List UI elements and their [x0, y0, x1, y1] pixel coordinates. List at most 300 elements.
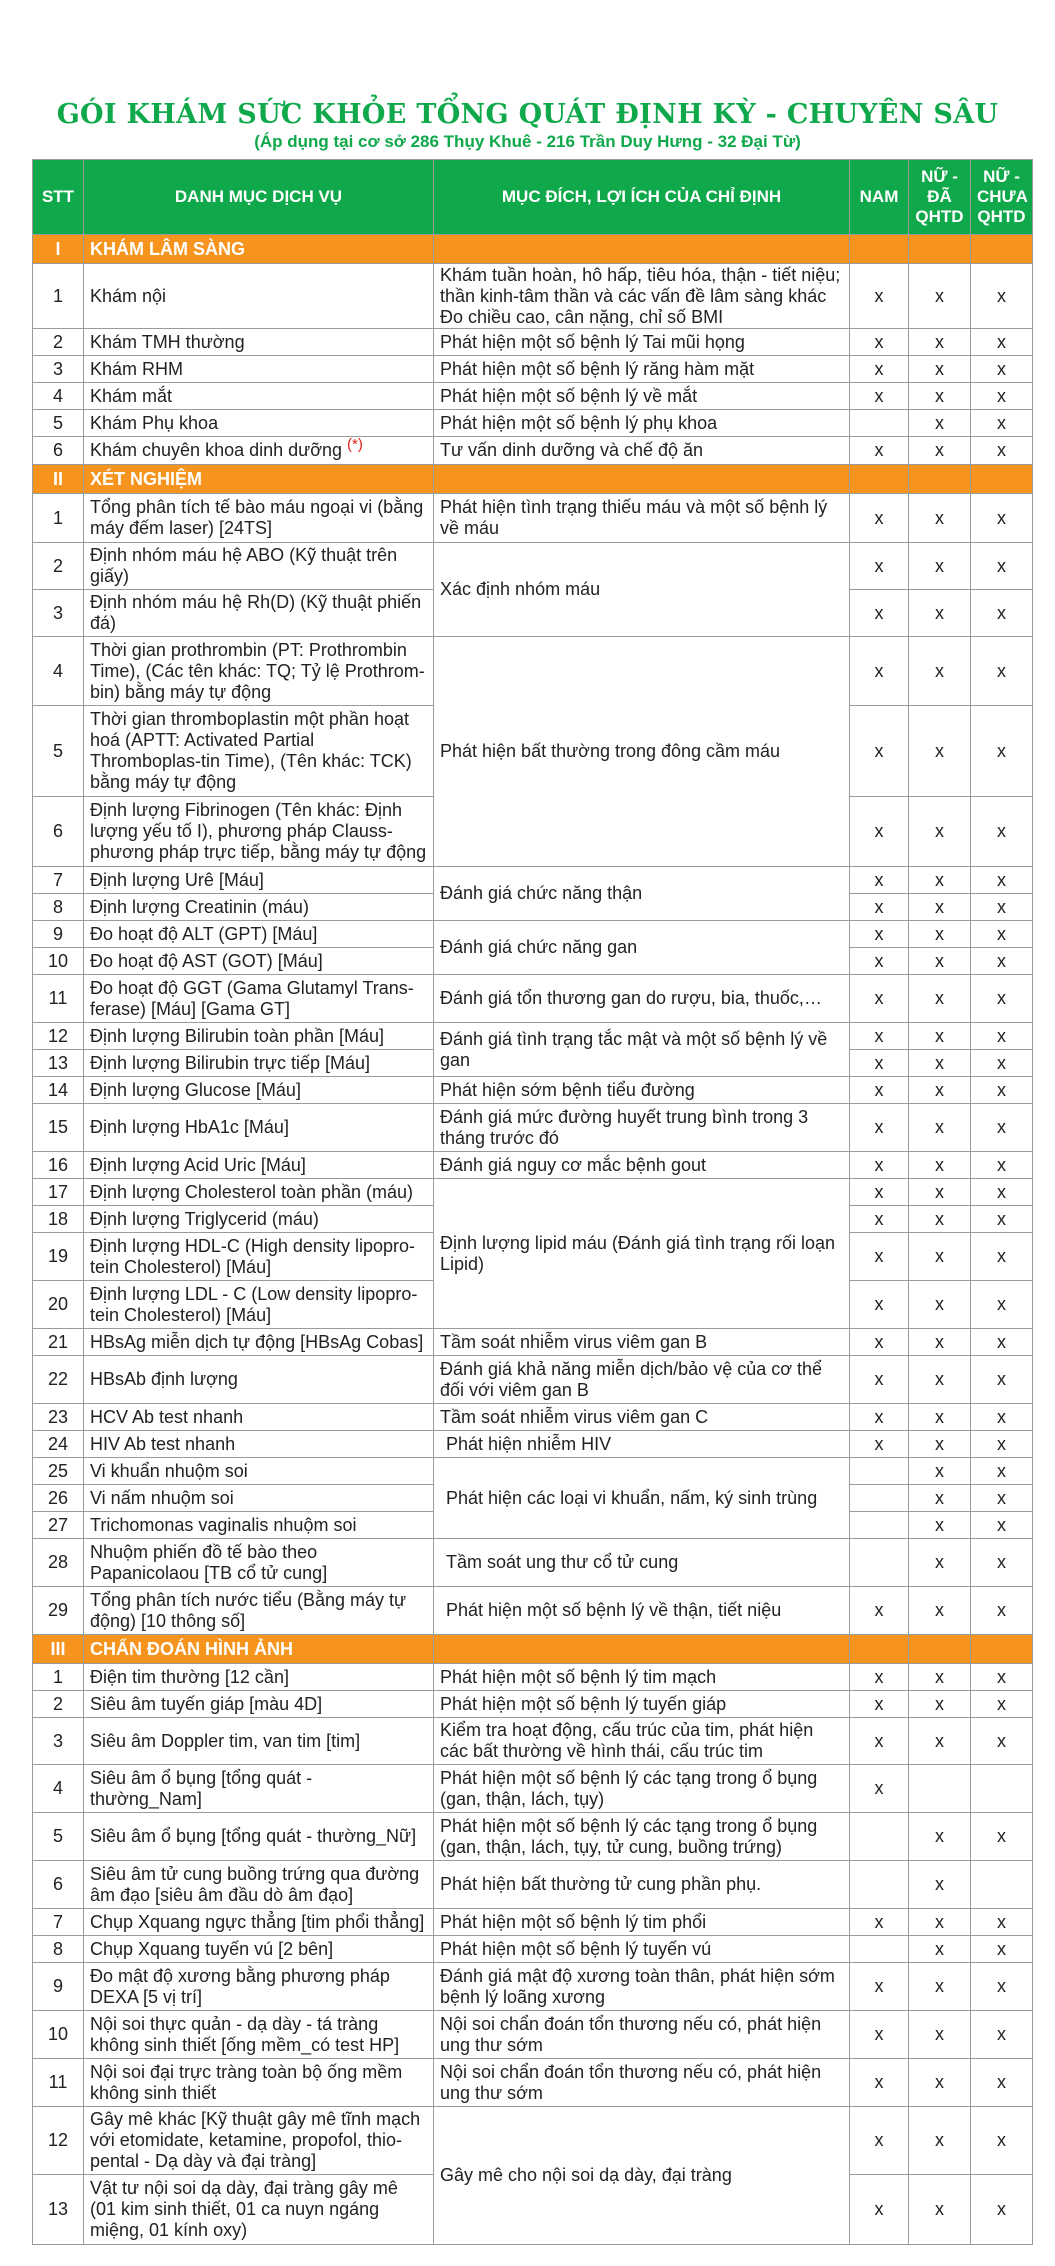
- row-purpose: Đánh giá tình trạng tắc mật và một số bệnh lý về gan: [434, 1023, 850, 1077]
- row-purpose: Phát hiện một số bệnh lý về thận, tiết niệu: [434, 1587, 850, 1635]
- row-stt: 25: [33, 1458, 84, 1485]
- row-stt: 13: [33, 1050, 84, 1077]
- row-stt: 13: [33, 2175, 84, 2245]
- row-service: HBsAg miễn dịch tự động [HBsAg Cobas]: [84, 1329, 434, 1356]
- mark-nu-chua: [971, 1861, 1033, 1909]
- mark-nu-da: [909, 1765, 971, 1813]
- row-stt: 6: [33, 1861, 84, 1909]
- row-purpose: Đánh giá mức đường huyết trung bình trong 3 tháng trước đó: [434, 1104, 850, 1152]
- row-purpose: Khám tuần hoàn, hô hấp, tiêu hóa, thận - tiết niệu; thần kinh-tâm thần và các vấn đề lâm sàng khác Đo chiều cao, cân nặng, chỉ số BMI: [434, 264, 850, 329]
- mark-nu-da: x: [909, 921, 971, 948]
- mark-nu-chua: x: [971, 1813, 1033, 1861]
- mark-nu-chua: x: [971, 867, 1033, 894]
- table-row: [33, 1765, 1033, 1813]
- mark-nu-chua: x: [971, 383, 1033, 410]
- mark-nu-chua: x: [971, 329, 1033, 356]
- mark-nu-chua: x: [971, 1329, 1033, 1356]
- table-row: [33, 1963, 1033, 2011]
- mark-nam: x: [850, 543, 909, 590]
- mark-nu-da: x: [909, 894, 971, 921]
- row-service: Định lượng HbA1c [Máu]: [84, 1104, 434, 1152]
- mark-nam: x: [850, 1909, 909, 1936]
- table-row: [33, 1691, 1033, 1718]
- mark-nu-chua: x: [971, 437, 1033, 465]
- table-row: [33, 329, 1033, 356]
- mark-nam: [850, 1813, 909, 1861]
- mark-nam: x: [850, 894, 909, 921]
- row-stt: 11: [33, 2059, 84, 2107]
- mark-nu-chua: x: [971, 1539, 1033, 1587]
- mark-nam: x: [850, 1356, 909, 1404]
- mark-nam: x: [850, 437, 909, 465]
- mark-nu-chua: x: [971, 894, 1033, 921]
- mark-nu-chua: x: [971, 1431, 1033, 1458]
- mark-nu-da: x: [909, 797, 971, 867]
- mark-nam: x: [850, 1963, 909, 2011]
- row-service: Khám TMH thường: [84, 329, 434, 356]
- row-stt: 14: [33, 1077, 84, 1104]
- mark-nu-da: x: [909, 1356, 971, 1404]
- table-row: [33, 383, 1033, 410]
- mark-nu-da: x: [909, 1077, 971, 1104]
- table-row: [33, 1718, 1033, 1765]
- row-purpose: Phát hiện sớm bệnh tiểu đường: [434, 1077, 850, 1104]
- mark-nam: x: [850, 1206, 909, 1233]
- row-service: Gây mê khác [Kỹ thuật gây mê tĩnh mạch với etomidate, ketamine, propofol, thio-pental - Dạ dày và đại tràng]: [84, 2107, 434, 2175]
- mark-nu-da: x: [909, 410, 971, 437]
- mark-nu-chua: x: [971, 1104, 1033, 1152]
- page-title: GÓI KHÁM SỨC KHỎE TỔNG QUÁT ĐỊNH KỲ - CHUYÊN SÂU: [56, 99, 999, 130]
- mark-nu-da: x: [909, 2107, 971, 2175]
- mark-nu-da: x: [909, 1404, 971, 1431]
- row-stt: 24: [33, 1431, 84, 1458]
- mark-nu-chua: x: [971, 543, 1033, 590]
- mark-nu-chua: x: [971, 1909, 1033, 1936]
- mark-nam: [850, 1539, 909, 1587]
- row-stt: 2: [33, 329, 84, 356]
- row-service: Vi khuẩn nhuộm soi: [84, 1458, 434, 1485]
- mark-nam: [850, 1485, 909, 1512]
- row-stt: 6: [33, 437, 84, 465]
- mark-nu-chua: x: [971, 1936, 1033, 1963]
- row-service: Chụp Xquang tuyến vú [2 bên]: [84, 1936, 434, 1963]
- table-row: [33, 1587, 1033, 1635]
- row-service: Định nhóm máu hệ ABO (Kỹ thuật trên giấy): [84, 543, 434, 590]
- row-service-text: Khám chuyên khoa dinh dưỡng: [90, 440, 343, 460]
- mark-nam: x: [850, 1281, 909, 1329]
- mark-nam: [850, 1936, 909, 1963]
- mark-nu-chua: x: [971, 1485, 1033, 1512]
- table-row: [33, 1936, 1033, 1963]
- row-service: Vi nấm nhuộm soi: [84, 1485, 434, 1512]
- row-service: Siêu âm tử cung buồng trứng qua đường âm đạo [siêu âm đầu dò âm đạo]: [84, 1861, 434, 1909]
- mark-nu-chua: x: [971, 797, 1033, 867]
- mark-nu-chua: x: [971, 1050, 1033, 1077]
- row-purpose: Đánh giá tổn thương gan do rượu, bia, thuốc,…: [434, 975, 850, 1023]
- mark-nu-da: x: [909, 383, 971, 410]
- mark-nu-chua: x: [971, 410, 1033, 437]
- row-purpose: Phát hiện một số bệnh lý phụ khoa: [434, 410, 850, 437]
- mark-nam: x: [850, 1152, 909, 1179]
- mark-nu-da: x: [909, 1664, 971, 1691]
- table-row: [33, 264, 1033, 329]
- row-purpose: Đánh giá khả năng miễn dịch/bảo vệ của cơ thể đối với viêm gan B: [434, 1356, 850, 1404]
- mark-nu-da: x: [909, 1023, 971, 1050]
- row-purpose: Nội soi chẩn đoán tổn thương nếu có, phát hiện ung thư sớm: [434, 2011, 850, 2059]
- mark-nam: x: [850, 975, 909, 1023]
- table-row: [33, 1431, 1033, 1458]
- mark-nu-da: x: [909, 1861, 971, 1909]
- mark-nam: x: [850, 921, 909, 948]
- row-service: Nhuộm phiến đồ tế bào theo Papanicolaou [TB cổ tử cung]: [84, 1539, 434, 1587]
- mark-nu-da: x: [909, 2059, 971, 2107]
- row-service: Tổng phân tích nước tiểu (Bằng máy tự động) [10 thông số]: [84, 1587, 434, 1635]
- mark-nam: x: [850, 1023, 909, 1050]
- table-row: [33, 637, 1033, 706]
- row-stt: 1: [33, 1664, 84, 1691]
- header-nam: NAM: [850, 160, 909, 235]
- mark-nu-chua: x: [971, 921, 1033, 948]
- table-row: [33, 975, 1033, 1023]
- table-row: [33, 2011, 1033, 2059]
- table-row: [33, 1023, 1033, 1050]
- mark-nu-chua: x: [971, 1691, 1033, 1718]
- mark-nu-chua: x: [971, 590, 1033, 637]
- mark-nu-da: x: [909, 1152, 971, 1179]
- mark-nam: x: [850, 329, 909, 356]
- row-purpose: Đánh giá nguy cơ mắc bệnh gout: [434, 1152, 850, 1179]
- row-purpose: Phát hiện bất thường trong đông cầm máu: [434, 637, 850, 867]
- mark-nam: [850, 1458, 909, 1485]
- row-service: HCV Ab test nhanh: [84, 1404, 434, 1431]
- table-row: [33, 1539, 1033, 1587]
- mark-nam: x: [850, 1233, 909, 1281]
- mark-nam: x: [850, 706, 909, 797]
- mark-nu-da: x: [909, 1587, 971, 1635]
- section-name: KHÁM LÂM SÀNG: [84, 235, 434, 264]
- section-row: [33, 235, 1033, 264]
- mark-nam: x: [850, 1718, 909, 1765]
- row-service: Đo hoạt độ GGT (Gama Glutamyl Trans-ferase) [Máu] [Gama GT]: [84, 975, 434, 1023]
- row-purpose: Gây mê cho nội soi dạ dày, đại tràng: [434, 2107, 850, 2245]
- table-row: [33, 2059, 1033, 2107]
- table-row: [33, 1356, 1033, 1404]
- row-service: HBsAb định lượng: [84, 1356, 434, 1404]
- row-purpose: Phát hiện một số bệnh lý tuyến vú: [434, 1936, 850, 1963]
- section-name: XÉT NGHIỆM: [84, 465, 434, 494]
- row-service: Định lượng Bilirubin trực tiếp [Máu]: [84, 1050, 434, 1077]
- mark-nu-da: x: [909, 1691, 971, 1718]
- table-row: [33, 1152, 1033, 1179]
- table-row: [33, 1404, 1033, 1431]
- row-stt: 12: [33, 1023, 84, 1050]
- mark-nu-chua: x: [971, 1206, 1033, 1233]
- mark-nam: x: [850, 637, 909, 706]
- mark-nam: x: [850, 2059, 909, 2107]
- row-service: Định nhóm máu hệ Rh(D) (Kỹ thuật phiến đá): [84, 590, 434, 637]
- row-stt: 26: [33, 1485, 84, 1512]
- header-service: DANH MỤC DỊCH VỤ: [84, 160, 434, 235]
- mark-nu-da: x: [909, 1936, 971, 1963]
- row-service: Định lượng LDL - C (Low density lipopro-tein Cholesterol) [Máu]: [84, 1281, 434, 1329]
- mark-nu-da: x: [909, 706, 971, 797]
- row-stt: 21: [33, 1329, 84, 1356]
- mark-nu-chua: x: [971, 494, 1033, 543]
- row-stt: 28: [33, 1539, 84, 1587]
- table-row: [33, 543, 1033, 590]
- row-purpose: Đánh giá chức năng thận: [434, 867, 850, 921]
- table-row: [33, 1458, 1033, 1485]
- section-row: [33, 465, 1033, 494]
- row-service: Định lượng Bilirubin toàn phần [Máu]: [84, 1023, 434, 1050]
- table-row: [33, 494, 1033, 543]
- mark-nu-chua: x: [971, 1077, 1033, 1104]
- row-stt: 20: [33, 1281, 84, 1329]
- mark-nu-da: x: [909, 1909, 971, 1936]
- table-row: [33, 1329, 1033, 1356]
- mark-nu-chua: x: [971, 1152, 1033, 1179]
- row-stt: 9: [33, 921, 84, 948]
- mark-nu-chua: x: [971, 1404, 1033, 1431]
- row-service: Định lượng Cholesterol toàn phần (máu): [84, 1179, 434, 1206]
- row-service: Khám Phụ khoa: [84, 410, 434, 437]
- mark-nu-da: x: [909, 975, 971, 1023]
- row-stt: 4: [33, 637, 84, 706]
- header-stt: STT: [33, 160, 84, 235]
- table-row: [33, 1077, 1033, 1104]
- mark-nu-chua: x: [971, 2011, 1033, 2059]
- row-service: Tổng phân tích tế bào máu ngoại vi (bằng máy đếm laser) [24TS]: [84, 494, 434, 543]
- row-service: Định lượng Triglycerid (máu): [84, 1206, 434, 1233]
- mark-nu-da: x: [909, 1179, 971, 1206]
- mark-nam: x: [850, 948, 909, 975]
- row-purpose: Xác định nhóm máu: [434, 543, 850, 637]
- row-purpose: Phát hiện một số bệnh lý Tai mũi họng: [434, 329, 850, 356]
- row-stt: 2: [33, 543, 84, 590]
- mark-nam: x: [850, 356, 909, 383]
- mark-nu-da: x: [909, 590, 971, 637]
- mark-nu-da: x: [909, 543, 971, 590]
- page-subtitle: (Áp dụng tại cơ sở 286 Thụy Khuê - 216 Trần Duy Hưng - 32 Đại Từ): [254, 132, 801, 151]
- row-purpose: Tầm soát nhiễm virus viêm gan B: [434, 1329, 850, 1356]
- row-purpose: Phát hiện các loại vi khuẩn, nấm, ký sinh trùng: [434, 1458, 850, 1539]
- row-purpose: Phát hiện bất thường tử cung phần phụ.: [434, 1861, 850, 1909]
- row-stt: 10: [33, 948, 84, 975]
- mark-nam: [850, 1861, 909, 1909]
- row-stt: 27: [33, 1512, 84, 1539]
- row-stt: 17: [33, 1179, 84, 1206]
- row-service: HIV Ab test nhanh: [84, 1431, 434, 1458]
- row-purpose: Phát hiện tình trạng thiếu máu và một số bệnh lý về máu: [434, 494, 850, 543]
- row-purpose: Định lượng lipid máu (Đánh giá tình trạng rối loạn Lipid): [434, 1179, 850, 1329]
- row-stt: 11: [33, 975, 84, 1023]
- row-service: Định lượng Glucose [Máu]: [84, 1077, 434, 1104]
- row-service: Đo hoạt độ ALT (GPT) [Máu]: [84, 921, 434, 948]
- mark-nu-da: x: [909, 494, 971, 543]
- mark-nam: x: [850, 1765, 909, 1813]
- row-stt: 8: [33, 894, 84, 921]
- row-purpose: Phát hiện một số bệnh lý tim phổi: [434, 1909, 850, 1936]
- header-nu-chua: NỮ - CHƯA QHTD: [971, 160, 1033, 235]
- table-row: [33, 921, 1033, 948]
- mark-nu-chua: x: [971, 1512, 1033, 1539]
- section-number: II: [33, 465, 84, 494]
- row-stt: 22: [33, 1356, 84, 1404]
- row-stt: 7: [33, 1909, 84, 1936]
- section-number: I: [33, 235, 84, 264]
- mark-nam: x: [850, 1431, 909, 1458]
- row-purpose: Phát hiện một số bệnh lý các tạng trong ổ bụng (gan, thận, lách, tụy): [434, 1765, 850, 1813]
- row-service: Định lượng Acid Uric [Máu]: [84, 1152, 434, 1179]
- mark-nu-da: x: [909, 329, 971, 356]
- section-name: CHẨN ĐOÁN HÌNH ẢNH: [84, 1635, 434, 1664]
- mark-nu-da: x: [909, 1206, 971, 1233]
- table-row: [33, 867, 1033, 894]
- mark-nam: x: [850, 264, 909, 329]
- row-service: Khám mắt: [84, 383, 434, 410]
- mark-nam: x: [850, 797, 909, 867]
- mark-nam: [850, 410, 909, 437]
- section-number: III: [33, 1635, 84, 1664]
- mark-nu-chua: x: [971, 1664, 1033, 1691]
- mark-nu-da: x: [909, 1485, 971, 1512]
- mark-nam: x: [850, 1179, 909, 1206]
- row-service: Định lượng Urê [Máu]: [84, 867, 434, 894]
- mark-nu-chua: x: [971, 1458, 1033, 1485]
- mark-nu-da: x: [909, 1104, 971, 1152]
- header-nu-da: NỮ - ĐÃ QHTD: [909, 160, 971, 235]
- row-service: Siêu âm tuyến giáp [màu 4D]: [84, 1691, 434, 1718]
- mark-nu-chua: x: [971, 1356, 1033, 1404]
- row-stt: 2: [33, 1691, 84, 1718]
- row-stt: 1: [33, 494, 84, 543]
- row-stt: 3: [33, 590, 84, 637]
- table-row: [33, 1909, 1033, 1936]
- service-table: [32, 159, 1033, 2245]
- row-stt: 3: [33, 356, 84, 383]
- table-row: [33, 1861, 1033, 1909]
- row-stt: 29: [33, 1587, 84, 1635]
- row-stt: 1: [33, 264, 84, 329]
- mark-nam: x: [850, 1587, 909, 1635]
- mark-nam: x: [850, 1104, 909, 1152]
- mark-nu-chua: x: [971, 1587, 1033, 1635]
- table-header: [33, 160, 1033, 235]
- row-stt: 12: [33, 2107, 84, 2175]
- row-stt: 5: [33, 1813, 84, 1861]
- header-purpose: MỤC ĐÍCH, LỢI ÍCH CỦA CHỈ ĐỊNH: [434, 160, 850, 235]
- mark-nu-chua: x: [971, 2059, 1033, 2107]
- mark-nu-chua: [971, 1765, 1033, 1813]
- mark-nu-chua: x: [971, 1023, 1033, 1050]
- row-purpose: Phát hiện một số bệnh lý tuyến giáp: [434, 1691, 850, 1718]
- row-stt: 4: [33, 1765, 84, 1813]
- mark-nu-da: x: [909, 1458, 971, 1485]
- row-service: [84, 437, 434, 465]
- footnote-mark: (*): [347, 436, 363, 453]
- section-row: [33, 1635, 1033, 1664]
- table-row: [33, 1104, 1033, 1152]
- row-stt: 23: [33, 1404, 84, 1431]
- mark-nu-da: x: [909, 437, 971, 465]
- row-service: Định lượng Fibrinogen (Tên khác: Định lượng yếu tố I), phương pháp Clauss-phương pháp trực tiếp, bằng máy tự động: [84, 797, 434, 867]
- mark-nam: x: [850, 1077, 909, 1104]
- row-service: Thời gian thromboplastin một phần hoạt hoá (APTT: Activated Partial Thromboplas-tin Time), (Tên khác: TCK) bằng máy tự động: [84, 706, 434, 797]
- row-service: Khám nội: [84, 264, 434, 329]
- row-service: Siêu âm ổ bụng [tổng quát - thường_Nam]: [84, 1765, 434, 1813]
- table-row: [33, 1664, 1033, 1691]
- mark-nam: x: [850, 1404, 909, 1431]
- mark-nu-da: x: [909, 264, 971, 329]
- row-purpose: Nội soi chẩn đoán tổn thương nếu có, phát hiện ung thư sớm: [434, 2059, 850, 2107]
- mark-nu-chua: x: [971, 1233, 1033, 1281]
- mark-nu-chua: x: [971, 356, 1033, 383]
- row-service: Chụp Xquang ngực thẳng [tim phổi thẳng]: [84, 1909, 434, 1936]
- row-service: Đo mật độ xương bằng phương pháp DEXA [5 vị trí]: [84, 1963, 434, 2011]
- mark-nu-chua: x: [971, 1718, 1033, 1765]
- mark-nu-da: x: [909, 1813, 971, 1861]
- mark-nu-chua: x: [971, 1281, 1033, 1329]
- mark-nu-da: x: [909, 1281, 971, 1329]
- mark-nu-chua: x: [971, 2107, 1033, 2175]
- table-row: [33, 1813, 1033, 1861]
- mark-nam: x: [850, 1050, 909, 1077]
- row-purpose: Phát hiện một số bệnh lý tim mạch: [434, 1664, 850, 1691]
- row-stt: 16: [33, 1152, 84, 1179]
- table-row: [33, 356, 1033, 383]
- mark-nam: x: [850, 383, 909, 410]
- mark-nu-da: x: [909, 1963, 971, 2011]
- title-block: [0, 98, 1055, 152]
- row-purpose: Phát hiện một số bệnh lý răng hàm mặt: [434, 356, 850, 383]
- mark-nam: x: [850, 1664, 909, 1691]
- row-purpose: Tư vấn dinh dưỡng và chế độ ăn: [434, 437, 850, 465]
- mark-nu-da: x: [909, 2175, 971, 2245]
- mark-nu-da: x: [909, 356, 971, 383]
- table-row: [33, 1179, 1033, 1206]
- mark-nu-chua: x: [971, 1963, 1033, 2011]
- mark-nu-chua: x: [971, 706, 1033, 797]
- mark-nu-chua: x: [971, 637, 1033, 706]
- row-service: Định lượng Creatinin (máu): [84, 894, 434, 921]
- mark-nu-da: x: [909, 867, 971, 894]
- row-purpose: Phát hiện một số bệnh lý các tạng trong ổ bụng (gan, thận, lách, tụy, tử cung, buồng trứng): [434, 1813, 850, 1861]
- table-row: [33, 410, 1033, 437]
- row-stt: 19: [33, 1233, 84, 1281]
- mark-nu-da: x: [909, 637, 971, 706]
- row-purpose: Đánh giá chức năng gan: [434, 921, 850, 975]
- mark-nu-da: x: [909, 2011, 971, 2059]
- row-stt: 5: [33, 706, 84, 797]
- row-service: Siêu âm ổ bụng [tổng quát - thường_Nữ]: [84, 1813, 434, 1861]
- mark-nu-da: x: [909, 1718, 971, 1765]
- row-service: Trichomonas vaginalis nhuộm soi: [84, 1512, 434, 1539]
- mark-nu-da: x: [909, 1539, 971, 1587]
- mark-nu-da: x: [909, 1431, 971, 1458]
- row-service: Nội soi đại trực tràng toàn bộ ống mềm không sinh thiết: [84, 2059, 434, 2107]
- row-service: Định lượng HDL-C (High density lipopro-tein Cholesterol) [Máu]: [84, 1233, 434, 1281]
- row-stt: 3: [33, 1718, 84, 1765]
- mark-nam: x: [850, 1691, 909, 1718]
- row-service: Thời gian prothrombin (PT: Prothrombin Time), (Các tên khác: TQ; Tỷ lệ Prothrom-bin) bằng máy tự động: [84, 637, 434, 706]
- row-service: Khám RHM: [84, 356, 434, 383]
- mark-nu-chua: x: [971, 975, 1033, 1023]
- row-service: Vật tư nội soi dạ dày, đại tràng gây mê (01 kim sinh thiết, 01 ca nuyn ngáng miệng, 01 kính oxy): [84, 2175, 434, 2245]
- row-service: Đo hoạt độ AST (GOT) [Máu]: [84, 948, 434, 975]
- mark-nam: [850, 1512, 909, 1539]
- row-purpose: Phát hiện nhiễm HIV: [434, 1431, 850, 1458]
- row-purpose: Đánh giá mật độ xương toàn thân, phát hiện sớm bệnh lý loãng xương: [434, 1963, 850, 2011]
